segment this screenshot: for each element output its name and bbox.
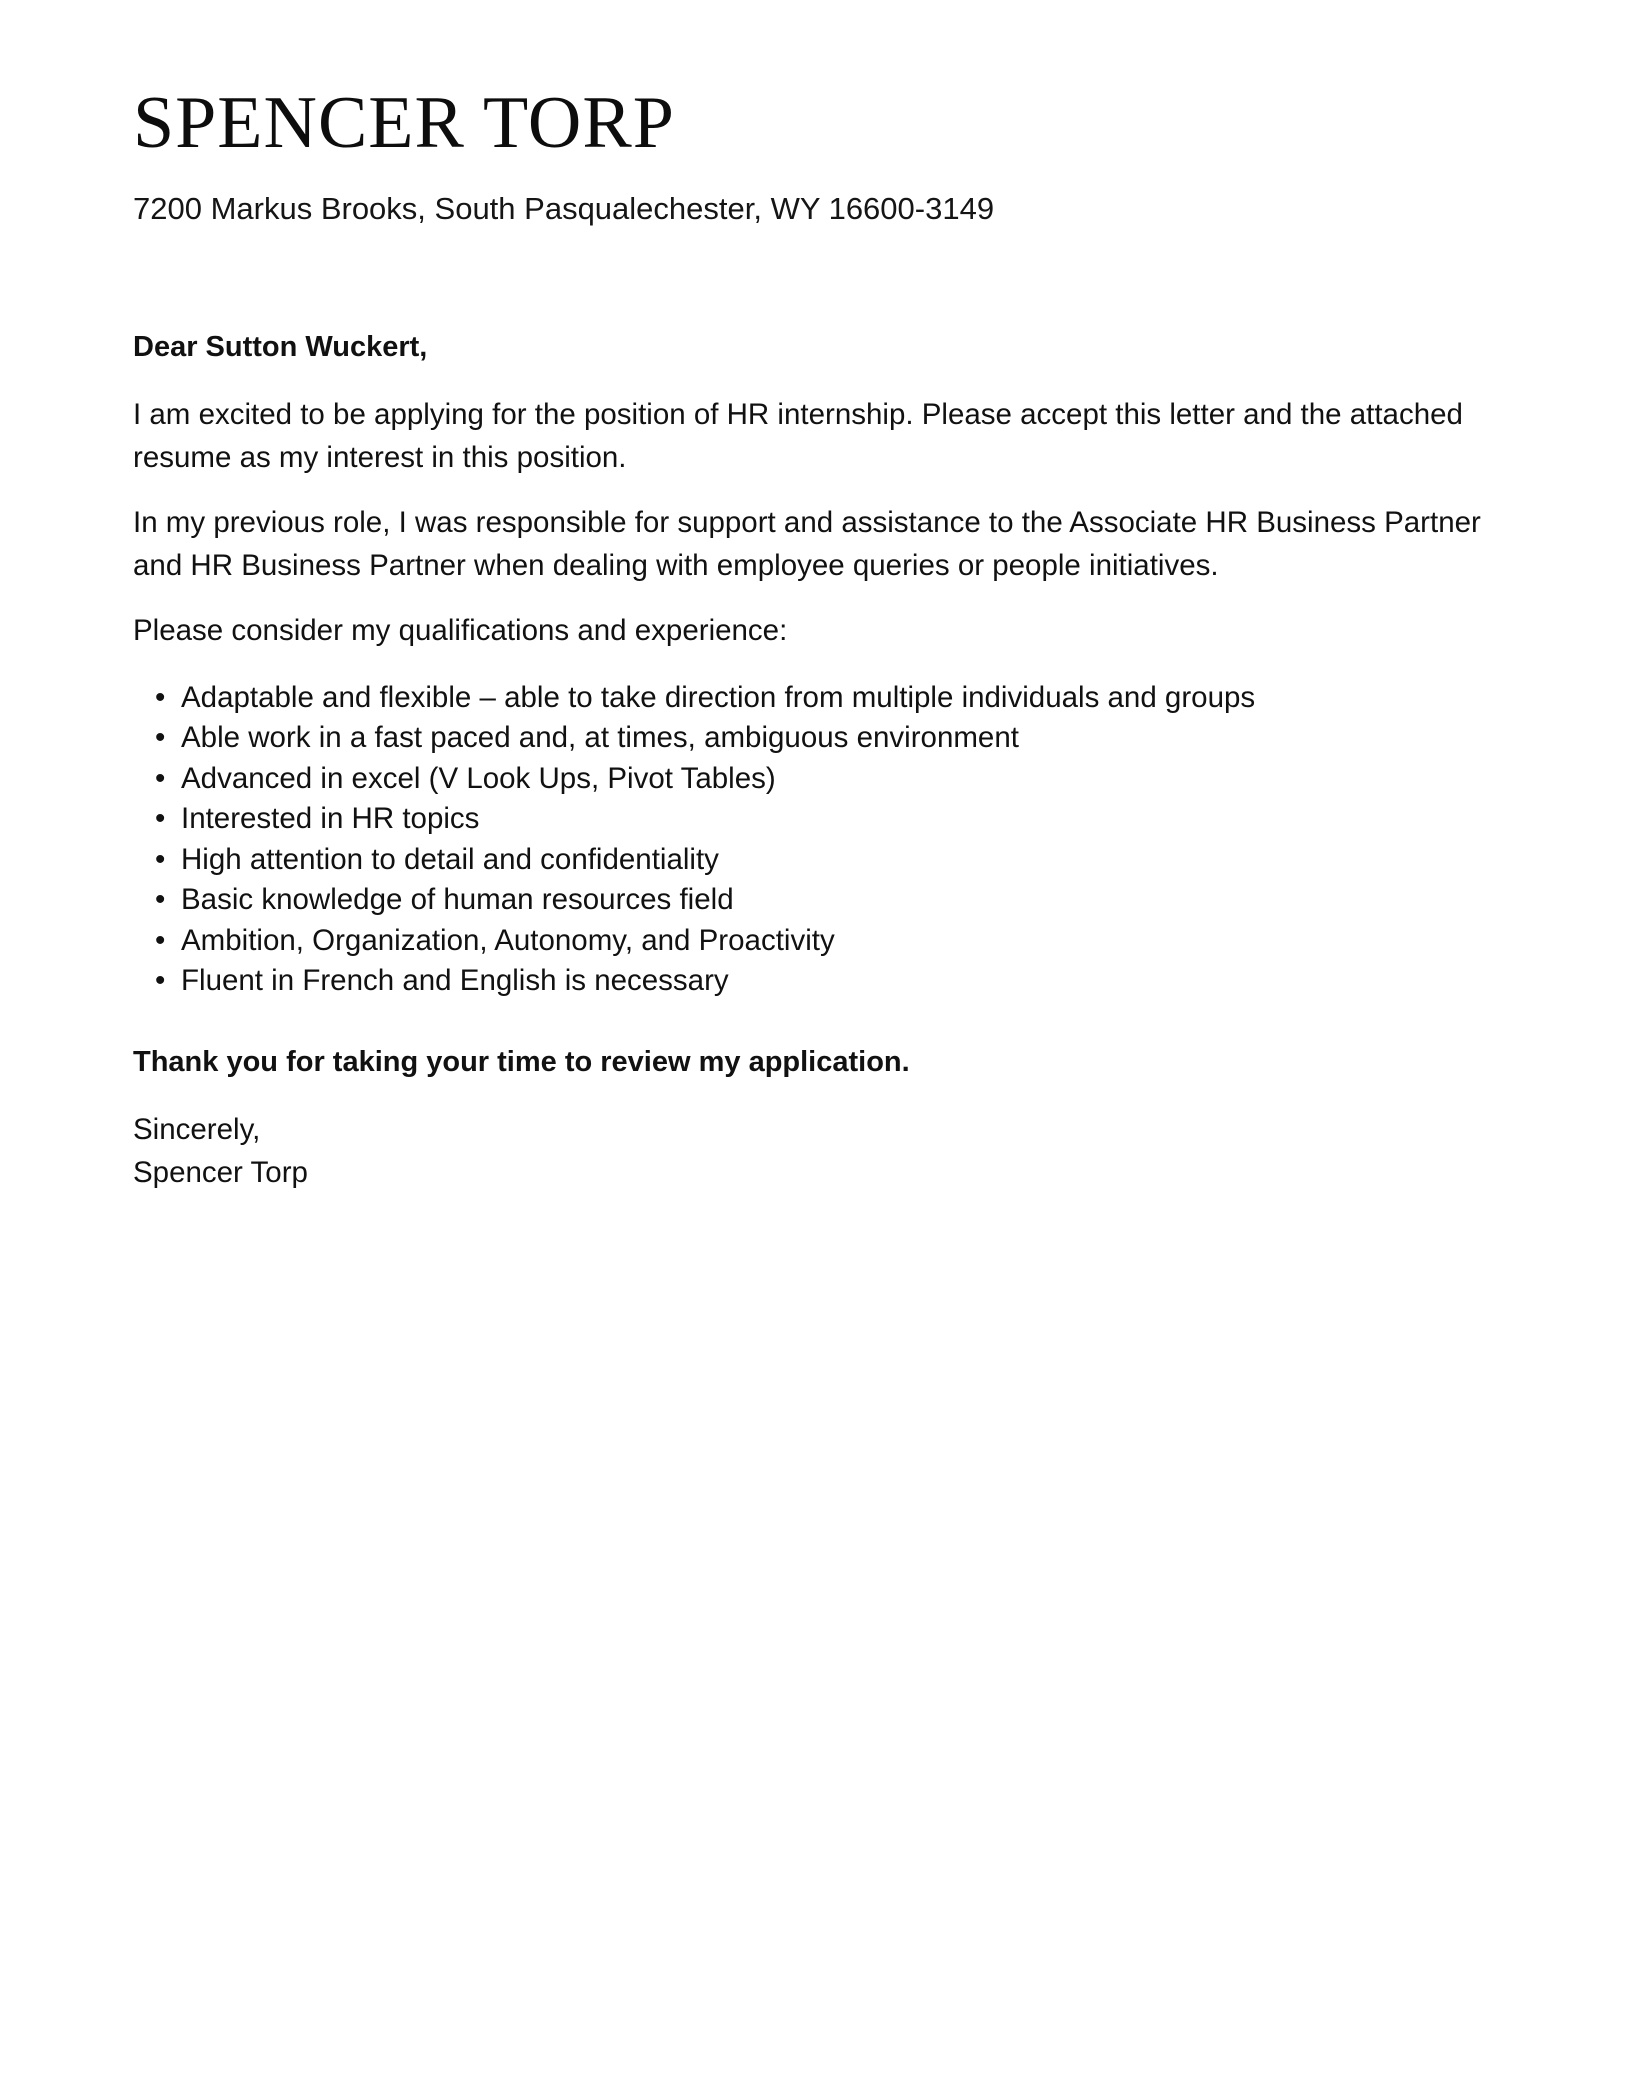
thanks-line: Thank you for taking your time to review my application. bbox=[133, 1045, 910, 1078]
list-item bbox=[133, 678, 1493, 719]
bullet-icon: • bbox=[155, 721, 166, 755]
signature-name: Spencer Torp bbox=[133, 1155, 308, 1189]
bullet-icon: • bbox=[155, 883, 166, 917]
list-item bbox=[133, 840, 1493, 881]
list-item-text: Ambition, Organization, Autonomy, and Proactivity bbox=[181, 923, 835, 957]
bullet-icon: • bbox=[155, 923, 166, 957]
list-item-text: Advanced in excel (V Look Ups, Pivot Tables) bbox=[181, 761, 776, 795]
list-item bbox=[133, 718, 1493, 759]
qualifications-list bbox=[133, 678, 1493, 1002]
letter-greeting: Dear Sutton Wuckert, bbox=[133, 331, 428, 364]
closing-salutation: Sincerely, bbox=[133, 1112, 261, 1146]
qualifications-intro: Please consider my qualifications and experience: bbox=[133, 613, 788, 647]
bullet-icon: • bbox=[155, 680, 166, 714]
cover-letter bbox=[133, 82, 1493, 1194]
bullet-icon: • bbox=[155, 964, 166, 998]
list-item bbox=[133, 799, 1493, 840]
letter-closing bbox=[133, 1108, 1493, 1194]
bullet-icon: • bbox=[155, 761, 166, 795]
list-item-text: Interested in HR topics bbox=[181, 802, 480, 836]
list-item-text: Adaptable and flexible – able to take direction from multiple individuals and groups bbox=[181, 680, 1256, 714]
list-item-text: Able work in a fast paced and, at times, ambiguous environment bbox=[181, 721, 1019, 755]
list-item-text: High attention to detail and confidentiality bbox=[181, 842, 719, 876]
bullet-icon: • bbox=[155, 842, 166, 876]
list-item bbox=[133, 880, 1493, 921]
list-item bbox=[133, 759, 1493, 800]
list-item-text: Basic knowledge of human resources field bbox=[181, 883, 734, 917]
list-item-text: Fluent in French and English is necessary bbox=[181, 964, 729, 998]
list-item bbox=[133, 921, 1493, 962]
intro-paragraph: I am excited to be applying for the position of HR internship. Please accept this letter and the attached resume as my interest in this position. bbox=[133, 397, 1463, 474]
bullet-icon: • bbox=[155, 802, 166, 836]
experience-paragraph: In my previous role, I was responsible for support and assistance to the Associate HR Business Partner and HR Business Partner when dealing with employee queries or people initiatives. bbox=[133, 505, 1481, 582]
applicant-address: 7200 Markus Brooks, South Pasqualechester, WY 16600-3149 bbox=[133, 191, 995, 226]
list-item bbox=[133, 961, 1493, 1002]
applicant-name: SPENCER TORP bbox=[133, 82, 675, 164]
